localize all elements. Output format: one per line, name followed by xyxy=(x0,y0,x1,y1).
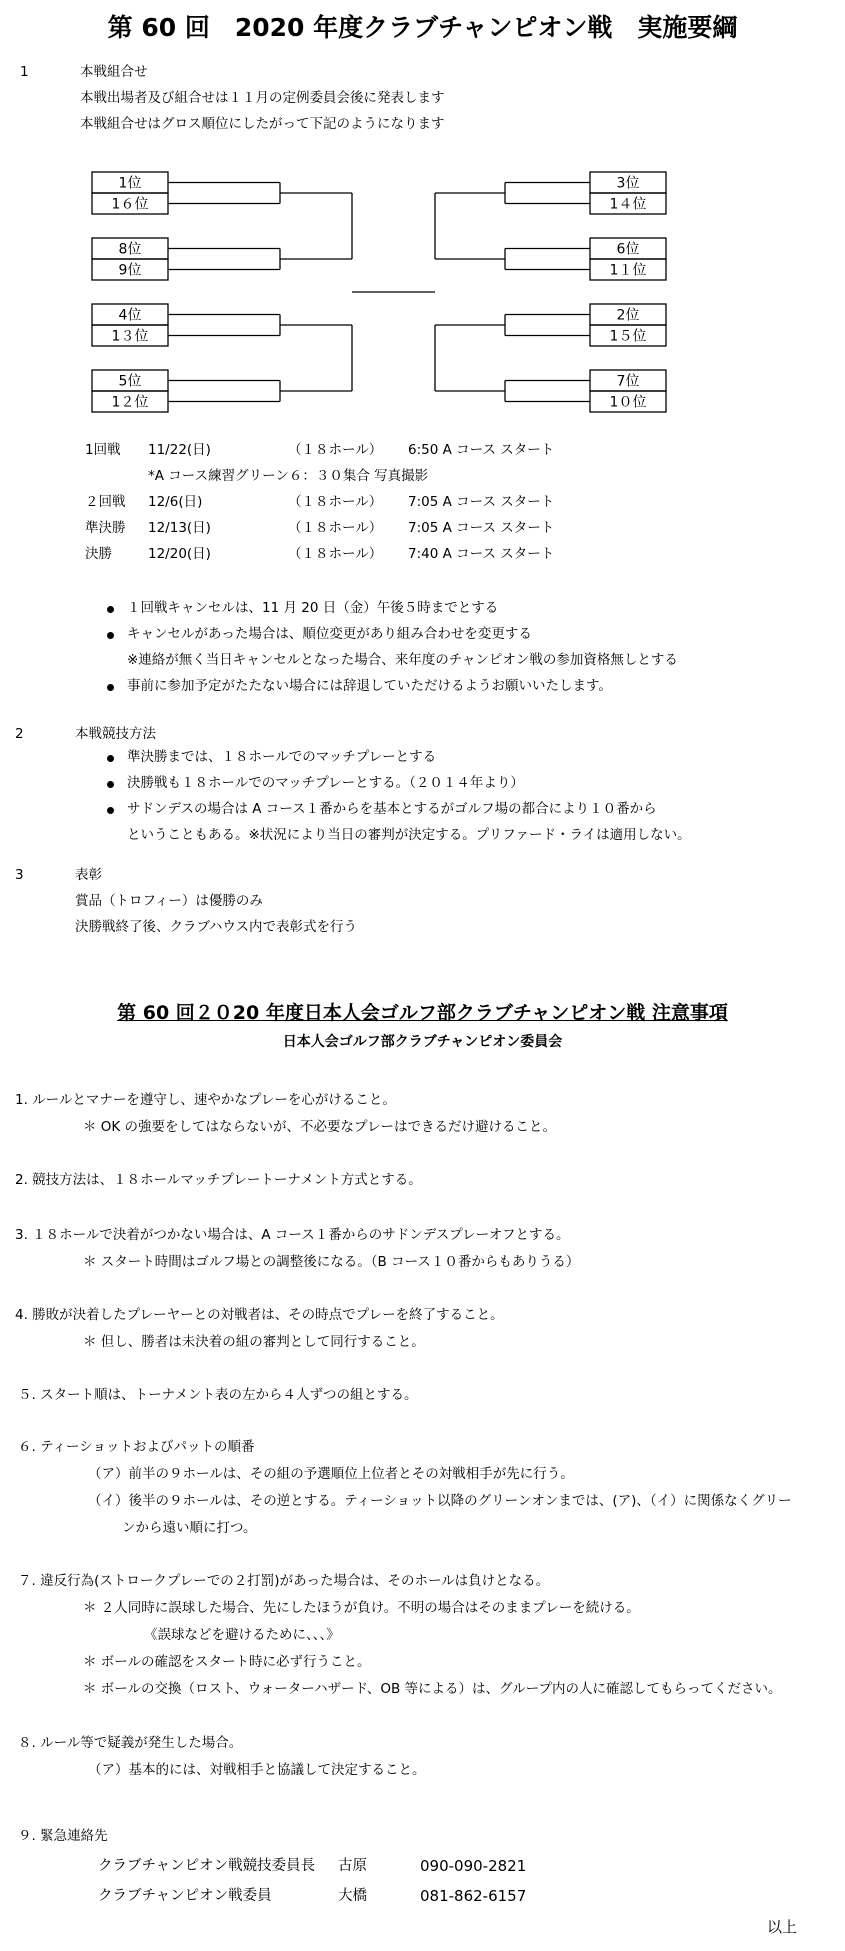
contact-name: 古原 xyxy=(338,1858,367,1874)
section-2-number: 2 xyxy=(15,726,24,742)
section-3-heading: 表彰 xyxy=(75,867,102,883)
rule-subitem: ＊ OK の強要をしてはならないが、不必要なプレーはできるだけ避けること。 xyxy=(83,1119,557,1135)
schedule-date: 12/13(日) xyxy=(148,520,211,536)
schedule-date: 12/6(日) xyxy=(148,494,203,510)
rule-item: ５. スタート順は、トーナメント表の左から４人ずつの組とする。 xyxy=(18,1387,418,1403)
schedule-date: 12/20(日) xyxy=(148,546,211,562)
schedule-round: 準決勝 xyxy=(85,520,126,536)
section-1-line: 本戦組合せはグロス順位にしたがって下記のようになります xyxy=(80,116,445,132)
schedule-holes: （１８ホール） xyxy=(288,494,383,510)
schedule-start: 7:05 A コース スタート xyxy=(408,520,555,536)
rule-subitem: ＊ スタート時間はゴルフ場との調整後になる。（B コース１０番からもありうる） xyxy=(83,1254,580,1270)
closing-mark: 以上 xyxy=(767,1918,798,1936)
section-2-item: 準決勝までは、１８ホールでのマッチプレーとする xyxy=(127,749,437,765)
bullet-icon xyxy=(107,632,114,639)
schedule-round: ２回戦 xyxy=(85,494,126,510)
seed-label: 8位 xyxy=(118,241,142,258)
contact-phone: 081-862-6157 xyxy=(420,1887,527,1905)
rule-subitem: ＊ 但し、勝者は未決着の組の審判として同行すること。 xyxy=(83,1334,425,1350)
seed-label: 1４位 xyxy=(609,196,647,213)
notice-title: 第 60 回２０20 年度日本人会ゴルフ部クラブチャンピオン戦 注意事項 xyxy=(117,1002,728,1024)
schedule-start: 6:50 A コース スタート xyxy=(408,442,555,458)
section-1-number: 1 xyxy=(20,64,29,80)
rule-item: ７. 違反行為(ストロークプレーでの２打罰)があった場合は、そのホールは負けとなる。 xyxy=(18,1573,550,1589)
rule-item: ８. ルール等で疑義が発生した場合。 xyxy=(18,1735,243,1751)
rule-item: ６. ティーショットおよびパットの順番 xyxy=(18,1439,255,1455)
note-item: キャンセルがあった場合は、順位変更があり組み合わせを変更する xyxy=(127,626,532,642)
seed-label: 5位 xyxy=(118,373,142,390)
note-item: ※連絡が無く当日キャンセルとなった場合、来年度のチャンピオン戦の参加資格無しとする xyxy=(127,652,678,668)
rule-subitem: （イ）後半の９ホールは、その逆とする。ティーショット以降のグリーンオンまでは、(ア)、（イ）に関係なくグリー xyxy=(88,1493,792,1509)
rule-subitem: （ア）前半の９ホールは、その組の予選順位上位者とその対戦相手が先に行う。 xyxy=(88,1466,574,1482)
rule-item: 2. 競技方法は、１８ホールマッチプレートーナメント方式とする。 xyxy=(15,1172,422,1188)
seed-label: 1３位 xyxy=(111,328,149,345)
schedule-round: 決勝 xyxy=(85,546,112,562)
section-3-line: 賞品（トロフィー）は優勝のみ xyxy=(75,893,263,909)
rule-item: ９. 緊急連絡先 xyxy=(18,1828,108,1844)
contact-role: クラブチャンピオン戦委員 xyxy=(98,1888,272,1904)
section-1-heading: 本戦組合せ xyxy=(80,64,148,80)
bullet-icon xyxy=(107,781,114,788)
bullet-icon xyxy=(107,606,114,613)
bullet-icon xyxy=(107,807,114,814)
seed-label: 9位 xyxy=(118,262,142,279)
contact-name: 大橋 xyxy=(338,1888,367,1904)
seed-label: 1位 xyxy=(118,175,142,192)
schedule-holes: （１８ホール） xyxy=(288,520,383,536)
schedule-round: 1回戦 xyxy=(85,442,121,458)
tournament-bracket xyxy=(0,160,845,420)
seed-label: 4位 xyxy=(118,307,142,324)
note-item: 事前に参加予定がたたない場合には辞退していただけるようお願いいたします。 xyxy=(127,678,612,694)
contact-role: クラブチャンピオン戦競技委員長 xyxy=(98,1858,316,1874)
seed-label: 1５位 xyxy=(609,328,647,345)
contact-phone: 090-090-2821 xyxy=(420,1857,527,1875)
rule-subitem: （ア）基本的には、対戦相手と協議して決定すること。 xyxy=(88,1762,426,1778)
bullet-icon xyxy=(107,684,114,691)
rule-subitem: ＊ ボールの交換（ロスト、ウォーターハザード、OB 等による）は、グループ内の人に確認してもらってください。 xyxy=(83,1681,782,1697)
section-3-line: 決勝戦終了後、クラブハウス内で表彰式を行う xyxy=(75,919,358,935)
schedule-date: 11/22(日) xyxy=(148,442,211,458)
section-2-heading: 本戦競技方法 xyxy=(75,726,156,742)
schedule-date: *A コース練習グリーン６：３０集合 写真撮影 xyxy=(148,468,429,484)
schedule-holes: （１８ホール） xyxy=(288,546,383,562)
rule-item: 3. １８ホールで決着がつかない場合は、A コース１番からのサドンデスプレーオフとする。 xyxy=(15,1227,570,1243)
rule-item: 1. ルールとマナーを遵守し、速やかなプレーを心がけること。 xyxy=(15,1092,396,1108)
rule-subitem: ＊ ２人同時に誤球した場合、先にしたほうが負け。不明の場合はそのままプレーを続ける。 xyxy=(83,1600,640,1616)
seed-label: 7位 xyxy=(616,373,640,390)
rule-subitem: ＊ ボールの確認をスタート時に必ず行うこと。 xyxy=(83,1654,371,1670)
note-item: １回戦キャンセルは、11 月 20 日（金）午後５時までとする xyxy=(127,600,499,616)
section-2-item: ということもある。※状況により当日の審判が決定する。プリファード・ライは適用しない。 xyxy=(127,827,691,843)
schedule-holes: （１８ホール） xyxy=(288,442,383,458)
rule-subitem: 《誤球などを避けるために、、、》 xyxy=(144,1627,340,1643)
section-1-line: 本戦出場者及び組合せは１１月の定例委員会後に発表します xyxy=(80,90,445,106)
seed-label: 3位 xyxy=(616,175,640,192)
page-title: 第 60 回 2020 年度クラブチャンピオン戦 実施要綱 xyxy=(107,13,738,42)
rule-item: 4. 勝敗が決着したプレーヤーとの対戦者は、その時点でプレーを終了すること。 xyxy=(15,1307,504,1323)
schedule-start: 7:05 A コース スタート xyxy=(408,494,555,510)
rule-subitem: ンから遠い順に打つ。 xyxy=(122,1520,257,1536)
seed-label: 1１位 xyxy=(609,262,647,279)
bullet-icon xyxy=(107,755,114,762)
committee-name: 日本人会ゴルフ部クラブチャンピオン委員会 xyxy=(282,1034,563,1050)
section-2-item: 決勝戦も１８ホールでのマッチプレーとする。（２０１４年より） xyxy=(127,775,524,791)
schedule-start: 7:40 A コース スタート xyxy=(408,546,555,562)
seed-label: 6位 xyxy=(616,241,640,258)
seed-label: 2位 xyxy=(616,307,640,324)
seed-label: 1２位 xyxy=(111,394,149,411)
seed-label: 1０位 xyxy=(609,394,647,411)
section-2-item: サドンデスの場合は A コース１番からを基本とするがゴルフ場の都合により１０番から xyxy=(127,801,657,817)
section-3-number: 3 xyxy=(15,867,24,883)
seed-label: 1６位 xyxy=(111,196,149,213)
